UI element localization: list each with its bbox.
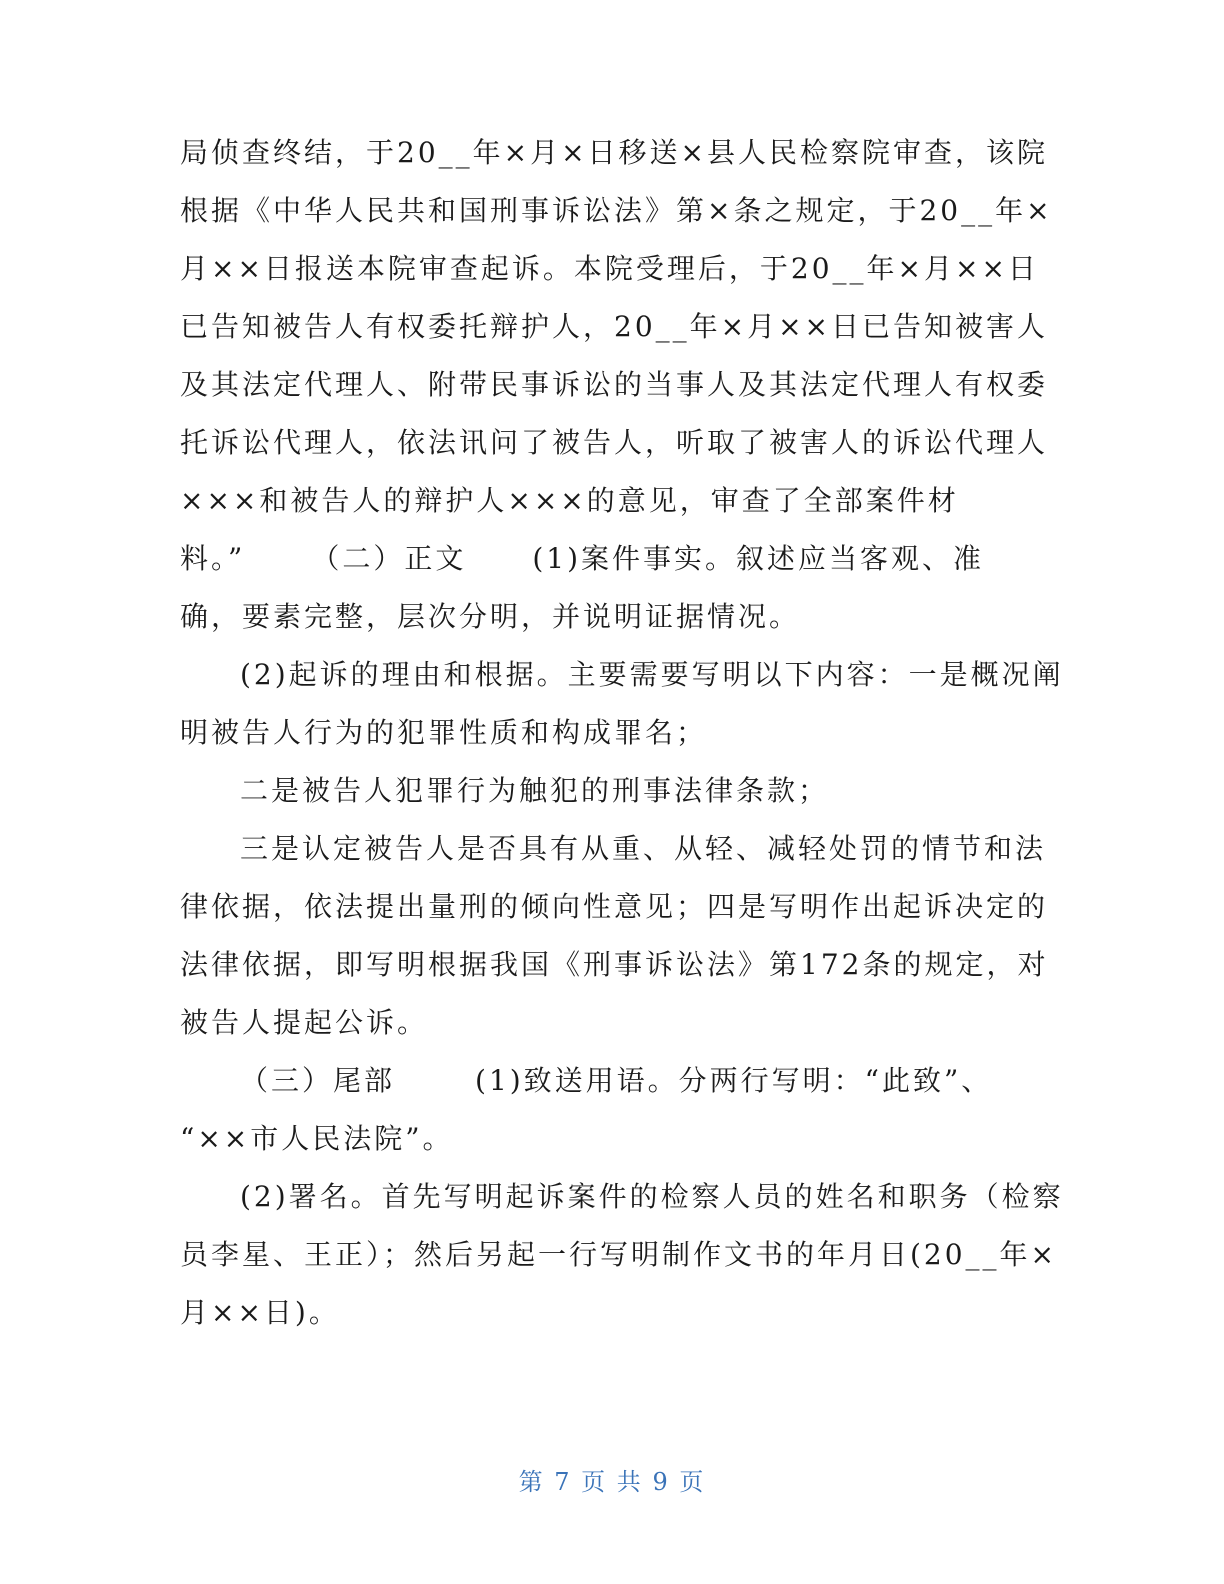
text-line: 明被告人行为的犯罪性质和构成罪名； [180,716,708,749]
text-line: 二是被告人犯罪行为触犯的刑事法律条款； [240,774,830,807]
text-line: (2)署名。首先写明起诉案件的检察人员的姓名和职务（检察 [240,1180,1064,1213]
text-line: 已告知被告人有权委托辩护人，20__年×月××日已告知被害人 [180,310,1049,343]
text-line: 及其法定代理人、附带民事诉讼的当事人及其法定代理人有权委 [180,368,1049,401]
text-line-section-three [180,1052,1040,1110]
text-line: 三是认定被告人是否具有从重、从轻、减轻处罚的情节和法 [240,832,1047,865]
text-fragment: (1)致送用语。分两行写明：“此致”、 [475,1064,993,1097]
text-line: 根据《中华人民共和国刑事诉讼法》第×条之规定，于20__年× [180,194,1053,227]
text-line-section-two [180,530,1040,588]
section-heading-body: （二）正文 [311,542,467,575]
text-line: ×××和被告人的辩护人×××的意见，审查了全部案件材 [180,484,959,517]
text-line: 月××日报送本院审查起诉。本院受理后，于20__年×月××日 [180,252,1039,285]
page-number-footer: 第 7 页 共 9 页 [518,1468,706,1496]
text-line: “××市人民法院”。 [180,1122,454,1155]
text-line: 局侦查终结，于20__年×月×日移送×县人民检察院审查，该院 [180,136,1049,169]
text-line: 托诉讼代理人，依法讯问了被告人，听取了被害人的诉讼代理人 [180,426,1049,459]
text-line: 律依据，依法提出量刑的倾向性意见；四是写明作出起诉决定的 [180,890,1049,923]
section-heading-ending: （三）尾部 [240,1064,396,1097]
text-fragment: (1)案件事实。叙述应当客观、准 [532,542,985,575]
text-line: (2)起诉的理由和根据。主要需要写明以下内容：一是概况阐 [240,658,1064,691]
text-line: 月××日)。 [180,1296,340,1329]
document-body [180,124,1064,1342]
text-fragment: 料。” [180,542,246,575]
text-line: 法律依据，即写明根据我国《刑事诉讼法》第172条的规定，对 [180,948,1049,981]
text-line: 确，要素完整，层次分明，并说明证据情况。 [180,600,801,633]
text-line: 被告人提起公诉。 [180,1006,429,1039]
text-line: 员李星、王正）；然后另起一行写明制作文书的年月日(20__年× [180,1238,1058,1271]
